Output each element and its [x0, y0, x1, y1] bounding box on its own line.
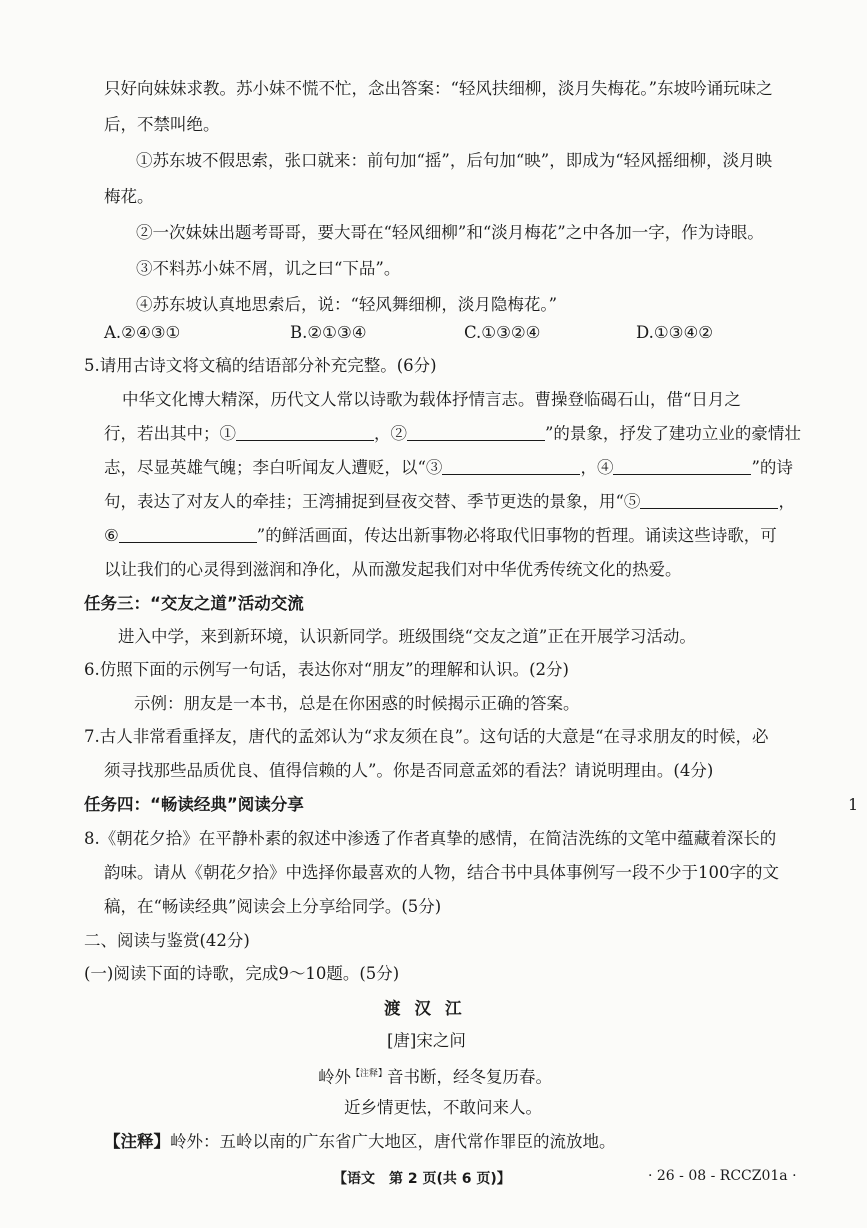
q5-line-3-c: ”的诗	[751, 458, 793, 477]
blank-6[interactable]	[119, 526, 257, 543]
q5-line-2-a: 行，若出其中；①	[104, 424, 236, 443]
q7-line-2: 须寻找那些品质优良、值得信赖的人”。你是否同意孟郊的看法？请说明理由。(4分)	[104, 761, 714, 780]
sentence-1b: 梅花。	[104, 187, 154, 206]
poem-note	[104, 1131, 616, 1153]
q8-line-2: 韵味。请从《朝花夕拾》中选择你最喜欢的人物，结合书中具体事例写一段不少于100字的文	[104, 863, 779, 882]
q5-line-2-c: ”的景象，抒发了建功立业的豪情壮	[545, 424, 801, 443]
blank-4[interactable]	[613, 458, 751, 475]
q5-line-1: 中华文化博大精深，历代文人常以诗歌为载体抒情言志。曹操登临碣石山，借“日月之	[122, 390, 741, 409]
blank-2[interactable]	[407, 424, 545, 441]
q5-line-3-a: 志，尽显英雄气魄；李白听闻友人遭贬，以“③	[104, 458, 443, 477]
q6-title: 6.仿照下面的示例写一句话，表达你对“朋友”的理解和认识。(2分)	[84, 660, 569, 679]
q5-line-5	[104, 525, 777, 547]
note-label: 【注释】	[104, 1132, 170, 1151]
poem-author: [唐]宋之问	[387, 1031, 466, 1050]
q5-line-6: 以让我们的心灵得到滋润和净化，从而激发起我们对中华优秀传统文化的热爱。	[104, 560, 682, 579]
sentence-2: ②一次妹妹出题考哥哥，要大哥在“轻风细柳”和“淡月梅花”之中各加一字，作为诗眼。	[136, 223, 764, 242]
q5-line-2	[104, 423, 801, 445]
q8-line-3: 稿，在“畅读经典”阅读会上分享给同学。(5分)	[104, 897, 442, 916]
option-a: A.②④③①	[104, 323, 181, 342]
blank-5[interactable]	[640, 492, 778, 509]
footer-page-info: 【语文 第 2 页(共 6 页)】	[333, 1171, 511, 1187]
option-b: B.②①③④	[290, 323, 367, 342]
q5-title: 5.请用古诗文将文稿的结语部分补充完整。(6分)	[84, 356, 437, 375]
task4-title: 任务四：“畅读经典”阅读分享	[84, 795, 304, 814]
q5-line-4-a: 句，表达了对友人的牵挂；王湾捕捉到昼夜交替、季节更迭的景象，用“⑤	[104, 492, 641, 511]
q5-line-4-b: ，	[778, 492, 795, 511]
sentence-1a: ①苏东坡不假思索，张口就来：前句加“摇”，后句加“映”，即成为“轻风摇细柳，淡月映	[136, 151, 773, 170]
task3-intro: 进入中学，来到新环境，认识新同学。班级围绕“交友之道”正在开展学习活动。	[118, 627, 696, 646]
q5-line-2-b: ，②	[374, 424, 407, 443]
story-line-1: 只好向妹妹求教。苏小妹不慌不忙，念出答案：“轻风扶细柳，淡月失梅花。”东坡吟诵玩味之	[104, 79, 773, 98]
q5-line-5-a: ⑥	[104, 526, 119, 545]
footer-code: · 26 - 08 - RCCZ01a ·	[648, 1168, 797, 1184]
q5-line-5-b: ”的鲜活画面，传达出新事物必将取代旧事物的哲理。诵读这些诗歌，可	[256, 526, 777, 545]
poem-line-1-a: 岭外	[318, 1067, 351, 1087]
blank-3[interactable]	[442, 458, 580, 475]
poem-line-1-b: 音书断，经冬复历春。	[387, 1067, 553, 1087]
option-d: D.①③④②	[636, 323, 714, 342]
poem-title: 渡汉江	[384, 999, 476, 1018]
q7-line-1: 7.古人非常看重择友，唐代的孟郊认为“求友须在良”。这句话的大意是“在寻求朋友的时候，必	[84, 727, 769, 746]
sentence-3: ③不料苏小妹不屑，讥之曰“下品”。	[136, 259, 401, 278]
q8-line-1: 8.《朝花夕拾》在平静朴素的叙述中渗透了作者真挚的感情，在简洁洗练的文笔中蕴藏着深长的	[84, 829, 777, 848]
q6-example: 示例：朋友是一本书，总是在你困惑的时候揭示正确的答案。	[134, 694, 580, 713]
section2-sub: (一)阅读下面的诗歌，完成9～10题。(5分)	[84, 964, 400, 983]
sentence-4: ④苏东坡认真地思索后，说：“轻风舞细柳，淡月隐梅花。”	[136, 295, 558, 314]
note-text: 岭外：五岭以南的广东省广大地区，唐代常作罪臣的流放地。	[170, 1132, 616, 1151]
note-marker: 【注释】	[351, 1069, 388, 1079]
section2-title: 二、阅读与鉴赏(42分)	[84, 931, 250, 950]
q5-line-3	[104, 457, 793, 479]
q5-line-3-b: ，④	[580, 458, 614, 477]
story-line-2: 后，不禁叫绝。	[104, 115, 220, 134]
poem-line-1	[318, 1063, 552, 1089]
poem-line-2: 近乡情更怯，不敢问来人。	[344, 1098, 542, 1117]
option-c: C.①③②④	[464, 323, 541, 342]
blank-1[interactable]	[236, 424, 374, 441]
task3-title: 任务三：“交友之道”活动交流	[84, 594, 304, 613]
margin-mark: 1	[848, 795, 859, 814]
q5-line-4	[104, 491, 795, 513]
